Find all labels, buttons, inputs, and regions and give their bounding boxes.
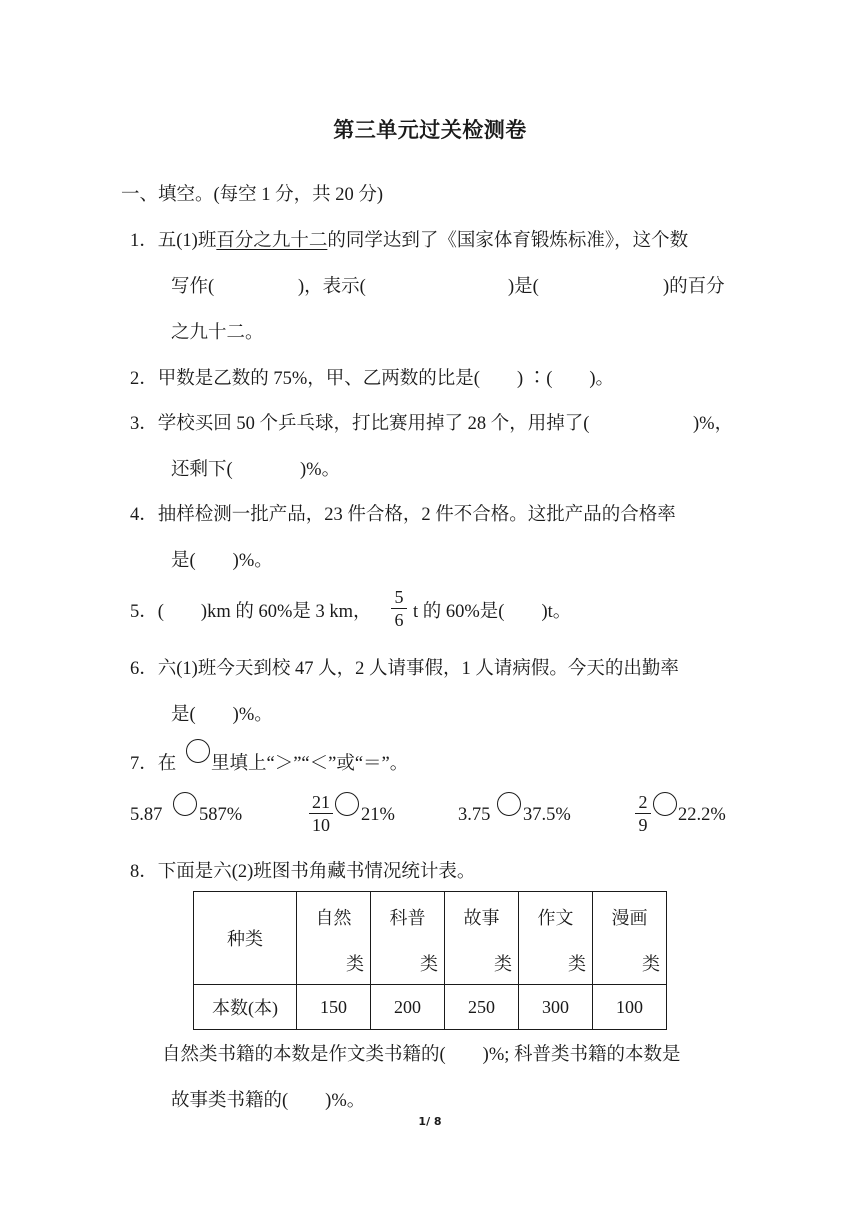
question-8: 8．下面是六(2)班图书角藏书情况统计表。: [130, 862, 476, 882]
page-title: 第三单元过关检测卷: [333, 118, 527, 142]
compare-item-4-fraction: [635, 792, 651, 835]
question-8-answer-line-2: 故事类书籍的( )%。: [171, 1091, 366, 1111]
question-4-line-1: 4．抽样检测一批产品，23 件合格，2 件不合格。这批产品的合格率: [130, 505, 676, 525]
fraction-numerator: 2: [638, 792, 648, 812]
question-1-line-1: [130, 229, 688, 253]
question-3-line-1a: 3．学校买回 50 个乒乓球，打比赛用掉了 28 个，用掉了(: [130, 414, 590, 434]
question-8-answer-line-1: 自然类书籍的本数是作文类书籍的( )%; 科普类书籍的本数是: [162, 1045, 681, 1065]
question-number: 1．: [130, 231, 158, 251]
table-header-cell: [445, 892, 519, 985]
header-text-suffix: 类: [420, 954, 438, 974]
table-row-label: 本数(本): [194, 985, 297, 1030]
header-text: 科普: [389, 908, 426, 928]
fraction-numerator: 21: [312, 792, 330, 812]
header-text-suffix: 类: [494, 954, 512, 974]
q1-post: 的同学达到了《国家体育锻炼标准》，这个数: [327, 231, 689, 251]
compare-item-3-left: 3.75: [458, 805, 491, 825]
header-text: 作文: [537, 908, 574, 928]
q1-underlined: 百分之九十二: [216, 231, 328, 251]
compare-item-4-right: 22.2%: [678, 805, 726, 825]
header-text: 自然: [315, 908, 352, 928]
compare-circle: [186, 739, 210, 763]
q1-part-d: )的百分: [663, 277, 725, 297]
table-cell: 100: [593, 985, 667, 1030]
fraction-numerator: 5: [394, 587, 404, 607]
header-text-suffix: 类: [642, 954, 660, 974]
compare-item-1-right: 587%: [199, 805, 243, 825]
table-row: [194, 985, 667, 1030]
header-text: 漫画: [611, 908, 648, 928]
question-2: 2．甲数是乙数的 75%，甲、乙两数的比是( ) ∶( )。: [130, 369, 615, 389]
question-3-line-1b: )%，: [693, 414, 734, 434]
fraction-bar: [309, 813, 333, 814]
table-cell: 150: [297, 985, 371, 1030]
compare-circle[interactable]: [653, 792, 677, 816]
table-cell: 200: [371, 985, 445, 1030]
compare-item-2-right: 21%: [361, 805, 395, 825]
q1-part-b: )，表示(: [298, 277, 366, 297]
table-header-cell: [519, 892, 593, 985]
header-text-suffix: 类: [346, 954, 364, 974]
fraction-denominator: 9: [638, 815, 648, 835]
question-5-part-2: t 的 60%是( )t。: [413, 602, 572, 622]
q5-fraction: [391, 587, 407, 630]
table-header-row: [194, 892, 667, 985]
header-text-suffix: 类: [568, 954, 586, 974]
q1-part-c: )是(: [508, 277, 539, 297]
question-1-line-3: 之九十二。: [171, 323, 264, 343]
question-3-line-2b: )%。: [300, 460, 341, 480]
table-header-kind: 种类: [194, 892, 297, 985]
table-header-cell: [371, 892, 445, 985]
compare-item-1-left: 5.87: [130, 805, 163, 825]
table-header-cell: [297, 892, 371, 985]
compare-circle[interactable]: [335, 792, 359, 816]
compare-item-2-fraction: [309, 792, 333, 835]
question-7-pre: 7．在: [130, 754, 177, 774]
fraction-denominator: 10: [312, 815, 330, 835]
fraction-denominator: 6: [394, 610, 404, 630]
question-3-line-2a: 还剩下(: [171, 460, 233, 480]
fraction-bar: [391, 608, 407, 609]
question-5-part-1: 5．( )km 的 60%是 3 km，: [130, 602, 372, 622]
table-cell: 300: [519, 985, 593, 1030]
book-stats-table: [193, 891, 667, 1030]
page-number: 1/ 8: [418, 1115, 442, 1128]
table-header-cell: [593, 892, 667, 985]
section-heading: 一、填空。(每空 1 分，共 20 分): [121, 185, 384, 205]
header-text: 故事: [463, 908, 500, 928]
question-4-line-2: 是( )%。: [171, 551, 273, 571]
q1-pre: 五(1)班: [157, 231, 217, 251]
question-6-line-2: 是( )%。: [171, 705, 273, 725]
question-6-line-1: 6．六(1)班今天到校 47 人，2 人请事假，1 人请病假。今天的出勤率: [130, 659, 679, 679]
compare-circle[interactable]: [497, 792, 521, 816]
compare-item-3-right: 37.5%: [523, 805, 571, 825]
table-cell: 250: [445, 985, 519, 1030]
compare-circle[interactable]: [173, 792, 197, 816]
question-7-post: 里填上“＞”“＜”或“＝”。: [211, 754, 409, 774]
fraction-bar: [635, 813, 651, 814]
q1-part-a: 写作(: [171, 277, 215, 297]
